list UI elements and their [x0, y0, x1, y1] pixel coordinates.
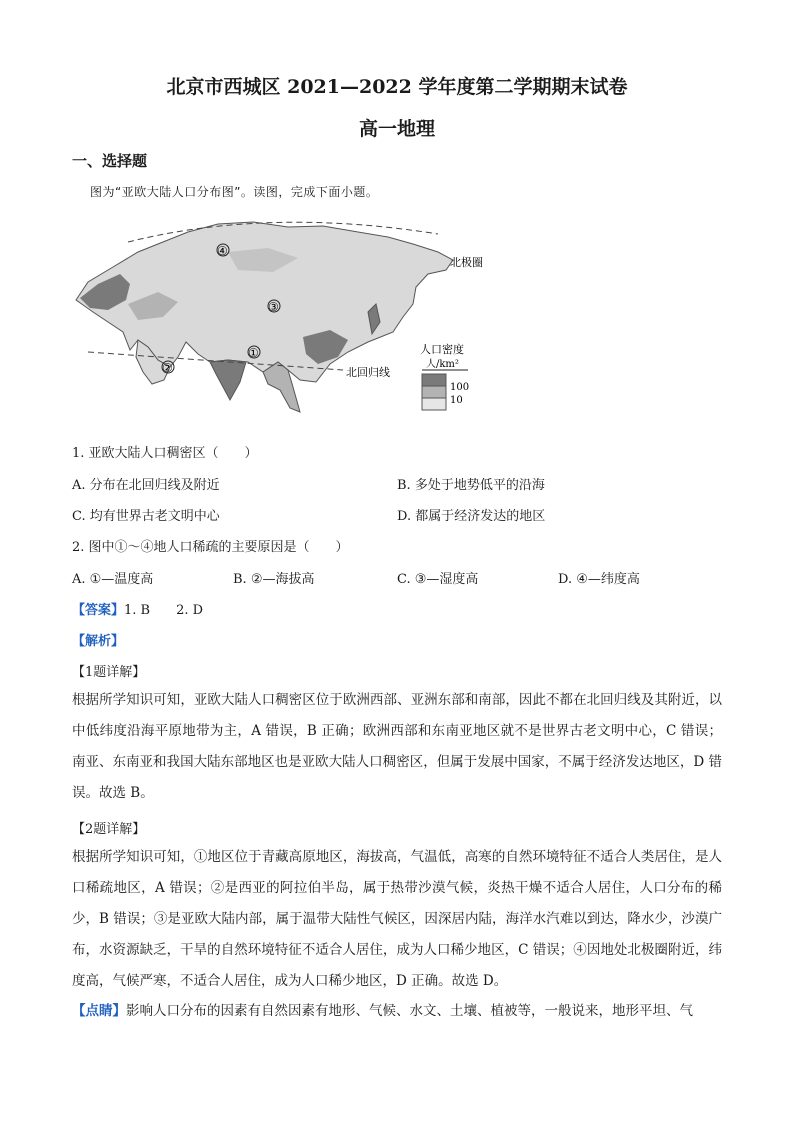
arctic-circle-label: 北极圈: [450, 256, 483, 269]
answer-line: [72, 599, 203, 618]
question-2-option-a: A. ①—温度高: [72, 572, 154, 587]
document-subtitle: 高一地理: [358, 118, 435, 140]
question-1-option-c: C. 均有世界古老文明中心: [72, 509, 220, 524]
question-1-option-b: B. 多处于地势低平的沿海: [397, 478, 545, 493]
marker-1-label: ①: [248, 346, 259, 360]
legend-swatch-sparse: [422, 398, 446, 410]
question-2-option-b: B. ②—海拔高: [233, 572, 315, 587]
question-2-stem: 2. 图中①～④地人口稀疏的主要原因是（ ）: [72, 540, 349, 555]
question-2-option-c: C. ③—湿度高: [397, 572, 479, 587]
eurasia-landmass: [76, 222, 453, 382]
analysis-label: 【解析】: [72, 634, 125, 649]
question-2-option-d: D. ④—纬度高: [558, 572, 640, 587]
legend-100: 100: [450, 382, 470, 393]
question-intro: 图为“亚欧大陆人口分布图”。读图，完成下面小题。: [90, 185, 379, 199]
marker-3-label: ③: [268, 300, 279, 314]
question-1-stem: 1. 亚欧大陆人口稠密区（ ）: [72, 446, 258, 461]
question-1-option-a: A. 分布在北回归线及附近: [72, 478, 220, 493]
key-point-label: 【点睛】: [72, 1003, 126, 1019]
marker-2-label: ②: [162, 361, 173, 375]
tropic-label: 北回归线: [346, 366, 390, 379]
key-point: [72, 996, 722, 1027]
legend-swatch-dense: [422, 374, 446, 386]
question-1-option-d: D. 都属于经济发达的地区: [397, 509, 546, 524]
answer-label: 【答案】: [72, 603, 125, 618]
detail-2-label: 【2题详解】: [72, 822, 146, 837]
legend-title: 人口密度: [420, 343, 464, 356]
section-heading: 一、选择题: [72, 152, 148, 170]
document-title: 北京市西城区 2021—2022 学年度第二学期期末试卷: [166, 76, 628, 98]
detail-1-label: 【1题详解】: [72, 665, 146, 680]
detail-1-text: 根据所学知识可知，亚欧大陆人口稠密区位于欧洲西部、亚洲东部和南部，因此不都在北回归线及其附近，以中低纬度沿海平原地带为主，A 错误，B 正确；欧洲西部和东南亚地区就不是世界古老文明中心，C 错误；南亚、东南亚和我国大陆东部地区也是亚欧大陆人口稠密区，但属于发展中国家，不属于经济发达地区，D 错误。故选 B。: [72, 692, 722, 801]
legend-swatch-mid: [422, 386, 446, 398]
key-point-text: 影响人口分布的因素有自然因素有地形、气候、水文、土壤、植被等，一般说来，地形平坦、气: [126, 1003, 693, 1019]
legend-10: 10: [450, 395, 463, 406]
india-peninsula: [210, 360, 246, 400]
legend-unit: 人/km²: [426, 359, 459, 370]
marker-4-label: ④: [217, 244, 228, 258]
answer-text: 1. B 2. D: [124, 603, 204, 618]
eurasia-population-map: [68, 212, 488, 432]
detail-2-text: 根据所学知识可知，①地区位于青藏高原地区，海拔高，气温低，高寒的自然环境特征不适合人类居住，是人口稀疏地区，A 错误；②是西亚的阿拉伯半岛，属于热带沙漠气候，炎热干燥不适合人居住，人口分布的稀少，B 错误；③是亚欧大陆内部，属于温带大陆性气候区，因深居内陆，海洋水汽难以到达，降水少，沙漠广布，水资源缺乏，干旱的自然环境特征不适合人居住，成为人口稀少地区，C 错误；④因地处北极圈附近，纬度高，气候严寒，不适合人居住，成为人口稀少地区，D 正确。故选 D。: [72, 849, 722, 989]
